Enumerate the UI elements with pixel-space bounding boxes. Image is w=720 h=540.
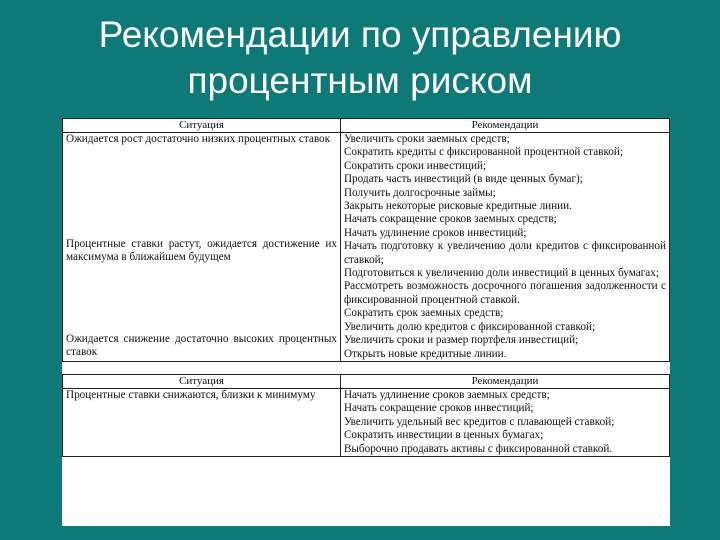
recommendation-item: Сократить срок заемных средств; [343,307,504,320]
recommendation-item: Увеличить удельный вес кредитов с плавающей ставкой; [343,415,615,428]
recommendation-item: Сократить кредиты с фиксированной процентной ставкой; [343,146,624,159]
recommendation-item: Увеличить сроки заемных средств; [343,133,510,145]
slide-title-line-2: процентным риском [187,60,533,101]
recommendation-group [344,389,666,456]
table-header-row [63,119,670,133]
recommendation-item: Увеличить долю кредитов с фиксированной ставкой; [343,320,596,333]
recommendation-item: Увеличить сроки и размер портфеля инвестиций; [343,334,579,347]
recommendation-item: Начать удлинение сроков заемных средств; [343,388,550,401]
situation-text: Процентные ставки растут, ожидается достижение их максимума в ближайшем будущем [66,238,337,264]
recommendation-item: Выборочно продавать активы с фиксированной ставкой. [343,442,613,455]
table-header-row [63,374,670,388]
slide-title-line-1: Рекомендации по управлению [98,14,622,55]
recommendation-item: Продать часть инвестиций (в виде ценных бумаг); [343,173,583,186]
situation-text: Ожидается снижение достаточно высоких процентных ставок [66,333,337,359]
recommendations-cell [340,388,669,456]
situation-text: Ожидается рост достаточно низких процентных ставок [66,133,331,145]
recommendation-group [344,307,666,361]
situation-cell [63,388,341,456]
situation-cell [63,133,341,362]
recommendation-item: Подготовиться к увеличению доли инвестиций в ценных бумагах; [343,267,659,280]
situation-text: Процентные ставки снижаются, близки к минимуму [66,388,316,401]
table-row [63,388,670,456]
header-recommendations: Рекомендации [340,374,669,388]
recommendation-item: Открыть новые кредитные линии. [343,347,507,360]
recommendation-group [344,133,666,213]
header-situation: Ситуация [63,374,341,388]
recommendations-table-1 [62,118,670,362]
recommendation-item: Рассмотреть возможность досрочного погашения задолженности с фиксированной процентной ставкой. [343,280,666,306]
recommendation-item: Начать подготовку к увеличению доли кредитов с фиксированной ставкой; [343,240,666,266]
recommendation-item: Закрыть некоторые рисковые кредитные линии. [343,200,572,213]
recommendation-item: Сократить сроки инвестиций; [343,159,487,172]
header-situation: Ситуация [63,119,341,133]
slide-title [0,12,720,104]
recommendations-cell [340,133,669,362]
recommendations-table-2 [62,374,670,457]
recommendation-item: Начать сокращение сроков инвестиций; [343,402,534,415]
recommendations-sheet [62,118,670,526]
recommendation-item: Получить долгосрочные займы; [343,186,496,199]
recommendation-item: Сократить инвестиции в ценных бумагах; [343,429,544,442]
recommendation-item: Начать удлинение сроков инвестиций; [343,226,527,239]
recommendation-group [344,213,666,307]
header-recommendations: Рекомендации [340,119,669,133]
table-row [63,133,670,362]
recommendation-item: Начать сокращение сроков заемных средств; [343,213,557,226]
